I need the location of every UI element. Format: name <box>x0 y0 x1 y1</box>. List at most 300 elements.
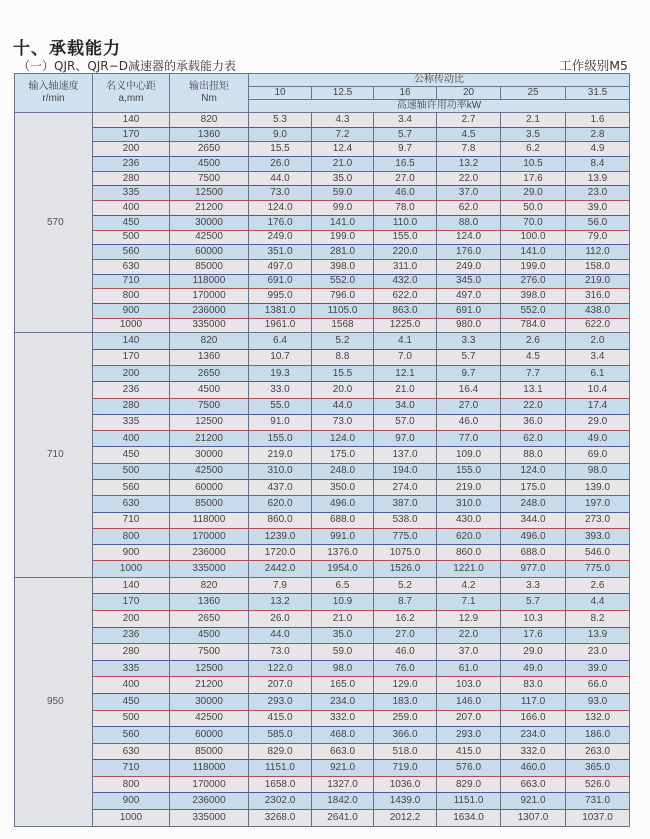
output-torque-cell: 170000 <box>170 528 249 544</box>
output-torque-cell: 85000 <box>170 496 249 512</box>
power-cell: 351.0 <box>249 245 312 260</box>
input-speed-cell: 710 <box>15 333 93 577</box>
header-output-torque <box>170 74 249 113</box>
power-cell: 15.5 <box>249 142 312 157</box>
power-cell: 55.0 <box>249 398 312 414</box>
power-cell: 991.0 <box>312 528 374 544</box>
power-cell: 719.0 <box>374 760 437 777</box>
center-distance-cell: 140 <box>93 113 170 128</box>
table-row <box>15 215 630 230</box>
power-cell: 103.0 <box>437 677 501 694</box>
power-cell: 49.0 <box>501 660 566 677</box>
power-cell: 518.0 <box>374 743 437 760</box>
power-cell: 829.0 <box>249 743 312 760</box>
power-cell: 1151.0 <box>437 793 501 810</box>
center-distance-cell: 710 <box>93 274 170 289</box>
power-cell: 1.6 <box>566 113 630 128</box>
table-row <box>15 496 630 512</box>
power-cell: 387.0 <box>374 496 437 512</box>
table-row <box>15 644 630 661</box>
output-torque-cell: 12500 <box>170 414 249 430</box>
table-row <box>15 677 630 694</box>
power-cell: 863.0 <box>374 303 437 318</box>
power-cell: 79.0 <box>566 230 630 245</box>
speed-block-950 <box>15 577 630 826</box>
table-row <box>15 127 630 142</box>
output-torque-cell: 42500 <box>170 230 249 245</box>
power-cell: 12.9 <box>437 610 501 627</box>
power-cell: 29.0 <box>501 644 566 661</box>
output-torque-cell: 118000 <box>170 512 249 528</box>
power-cell: 76.0 <box>374 660 437 677</box>
center-distance-cell: 560 <box>93 727 170 744</box>
power-cell: 438.0 <box>566 303 630 318</box>
power-cell: 110.0 <box>374 215 437 230</box>
power-cell: 21.0 <box>312 157 374 172</box>
power-cell: 4.2 <box>437 577 501 594</box>
power-cell: 663.0 <box>501 776 566 793</box>
center-distance-cell: 1000 <box>93 318 170 333</box>
table-row <box>15 398 630 414</box>
table-row <box>15 259 630 274</box>
output-torque-cell: 4500 <box>170 157 249 172</box>
table-row <box>15 431 630 447</box>
table-caption: （一）QJR、QJR−D减速器的承载能力表 <box>18 59 236 73</box>
power-cell: 77.0 <box>437 431 501 447</box>
output-torque-cell: 118000 <box>170 274 249 289</box>
power-cell: 4.5 <box>437 127 501 142</box>
output-torque-cell: 1360 <box>170 349 249 365</box>
power-cell: 194.0 <box>374 463 437 479</box>
power-cell: 432.0 <box>374 274 437 289</box>
power-cell: 3.5 <box>501 127 566 142</box>
power-cell: 995.0 <box>249 289 312 304</box>
power-cell: 7.0 <box>374 349 437 365</box>
output-torque-cell: 335000 <box>170 810 249 827</box>
table-row <box>15 710 630 727</box>
load-capacity-table <box>14 73 630 827</box>
power-cell: 2012.2 <box>374 810 437 827</box>
power-cell: 1239.0 <box>249 528 312 544</box>
power-cell: 6.2 <box>501 142 566 157</box>
header-ratio: 31.5 <box>566 87 630 100</box>
power-cell: 1961.0 <box>249 318 312 333</box>
power-cell: 552.0 <box>312 274 374 289</box>
center-distance-cell: 800 <box>93 776 170 793</box>
power-cell: 234.0 <box>501 727 566 744</box>
header-input-speed-unit: r/min <box>42 93 65 104</box>
center-distance-cell: 236 <box>93 157 170 172</box>
center-distance-cell: 900 <box>93 793 170 810</box>
center-distance-cell: 500 <box>93 230 170 245</box>
power-cell: 26.0 <box>249 157 312 172</box>
center-distance-cell: 200 <box>93 142 170 157</box>
center-distance-cell: 236 <box>93 382 170 398</box>
output-torque-cell: 236000 <box>170 793 249 810</box>
power-cell: 73.0 <box>312 414 374 430</box>
power-cell: 13.9 <box>566 171 630 186</box>
power-cell: 137.0 <box>374 447 437 463</box>
table-row <box>15 230 630 245</box>
power-cell: 921.0 <box>501 793 566 810</box>
output-torque-cell: 21200 <box>170 677 249 694</box>
power-cell: 620.0 <box>437 528 501 544</box>
table-row <box>15 201 630 216</box>
power-cell: 293.0 <box>249 693 312 710</box>
power-cell: 7.1 <box>437 594 501 611</box>
power-cell: 6.5 <box>312 577 374 594</box>
table-row <box>15 318 630 333</box>
power-cell: 281.0 <box>312 245 374 260</box>
power-cell: 155.0 <box>249 431 312 447</box>
table-row <box>15 561 630 577</box>
power-cell: 17.4 <box>566 398 630 414</box>
power-cell: 2641.0 <box>312 810 374 827</box>
power-cell: 663.0 <box>312 743 374 760</box>
center-distance-cell: 140 <box>93 333 170 349</box>
power-cell: 141.0 <box>501 245 566 260</box>
power-cell: 460.0 <box>501 760 566 777</box>
output-torque-cell: 42500 <box>170 463 249 479</box>
power-cell: 276.0 <box>501 274 566 289</box>
power-cell: 526.0 <box>566 776 630 793</box>
power-cell: 775.0 <box>566 561 630 577</box>
power-cell: 980.0 <box>437 318 501 333</box>
power-cell: 538.0 <box>374 512 437 528</box>
power-cell: 29.0 <box>501 186 566 201</box>
power-cell: 273.0 <box>566 512 630 528</box>
output-torque-cell: 4500 <box>170 382 249 398</box>
table-row <box>15 727 630 744</box>
power-cell: 13.2 <box>437 157 501 172</box>
center-distance-cell: 560 <box>93 245 170 260</box>
section-heading: 十、承载能力 <box>13 39 121 59</box>
power-cell: 1954.0 <box>312 561 374 577</box>
power-cell: 921.0 <box>312 760 374 777</box>
output-torque-cell: 30000 <box>170 215 249 230</box>
output-torque-cell: 4500 <box>170 627 249 644</box>
power-cell: 332.0 <box>501 743 566 760</box>
power-cell: 16.5 <box>374 157 437 172</box>
power-cell: 248.0 <box>312 463 374 479</box>
table-row <box>15 333 630 349</box>
center-distance-cell: 170 <box>93 127 170 142</box>
output-torque-cell: 170000 <box>170 289 249 304</box>
header-input-speed-label: 输入轴速度 <box>28 81 79 92</box>
output-torque-cell: 60000 <box>170 479 249 495</box>
power-cell: 62.0 <box>437 201 501 216</box>
power-cell: 98.0 <box>566 463 630 479</box>
power-cell: 249.0 <box>249 230 312 245</box>
power-cell: 19.3 <box>249 365 312 381</box>
power-cell: 27.0 <box>374 627 437 644</box>
power-cell: 688.0 <box>501 545 566 561</box>
table-row <box>15 594 630 611</box>
power-cell: 27.0 <box>437 398 501 414</box>
power-cell: 248.0 <box>501 496 566 512</box>
power-cell: 4.3 <box>312 113 374 128</box>
power-cell: 691.0 <box>437 303 501 318</box>
power-cell: 7.9 <box>249 577 312 594</box>
power-cell: 23.0 <box>566 644 630 661</box>
center-distance-cell: 200 <box>93 365 170 381</box>
table-row <box>15 113 630 128</box>
power-cell: 98.0 <box>312 660 374 677</box>
table-row <box>15 545 630 561</box>
output-torque-cell: 85000 <box>170 743 249 760</box>
power-cell: 66.0 <box>566 677 630 694</box>
power-cell: 497.0 <box>249 259 312 274</box>
power-cell: 117.0 <box>501 693 566 710</box>
power-cell: 9.7 <box>374 142 437 157</box>
power-cell: 4.5 <box>501 349 566 365</box>
table-row <box>15 660 630 677</box>
power-cell: 39.0 <box>566 660 630 677</box>
output-torque-cell: 820 <box>170 577 249 594</box>
power-cell: 199.0 <box>501 259 566 274</box>
center-distance-cell: 710 <box>93 512 170 528</box>
header-ratio: 10 <box>249 87 312 100</box>
table-row <box>15 142 630 157</box>
output-torque-cell: 2650 <box>170 365 249 381</box>
power-cell: 175.0 <box>312 447 374 463</box>
table-row <box>15 289 630 304</box>
center-distance-cell: 630 <box>93 496 170 512</box>
power-cell: 234.0 <box>312 693 374 710</box>
power-cell: 146.0 <box>437 693 501 710</box>
power-cell: 219.0 <box>437 479 501 495</box>
center-distance-cell: 900 <box>93 303 170 318</box>
power-cell: 1376.0 <box>312 545 374 561</box>
power-cell: 122.0 <box>249 660 312 677</box>
table-row <box>15 810 630 827</box>
power-cell: 415.0 <box>437 743 501 760</box>
power-cell: 12.1 <box>374 365 437 381</box>
power-cell: 345.0 <box>437 274 501 289</box>
power-cell: 93.0 <box>566 693 630 710</box>
power-cell: 158.0 <box>566 259 630 274</box>
center-distance-cell: 800 <box>93 289 170 304</box>
power-cell: 46.0 <box>374 644 437 661</box>
power-cell: 3268.0 <box>249 810 312 827</box>
table-row <box>15 610 630 627</box>
power-cell: 88.0 <box>437 215 501 230</box>
output-torque-cell: 21200 <box>170 201 249 216</box>
power-cell: 249.0 <box>437 259 501 274</box>
power-cell: 10.5 <box>501 157 566 172</box>
power-cell: 1720.0 <box>249 545 312 561</box>
table-row <box>15 479 630 495</box>
output-torque-cell: 60000 <box>170 727 249 744</box>
center-distance-cell: 630 <box>93 743 170 760</box>
header-ratio: 16 <box>374 87 437 100</box>
header-ratio: 12.5 <box>312 87 374 100</box>
power-cell: 10.7 <box>249 349 312 365</box>
header-center-distance <box>93 74 170 113</box>
power-cell: 49.0 <box>566 431 630 447</box>
power-cell: 2.6 <box>566 577 630 594</box>
power-cell: 3.4 <box>566 349 630 365</box>
power-cell: 468.0 <box>312 727 374 744</box>
power-cell: 860.0 <box>249 512 312 528</box>
work-grade-label: 工作级别M5 <box>559 58 628 73</box>
power-cell: 176.0 <box>437 245 501 260</box>
power-cell: 155.0 <box>437 463 501 479</box>
power-cell: 576.0 <box>437 760 501 777</box>
power-cell: 293.0 <box>437 727 501 744</box>
power-cell: 398.0 <box>312 259 374 274</box>
power-cell: 552.0 <box>501 303 566 318</box>
center-distance-cell: 280 <box>93 398 170 414</box>
power-cell: 344.0 <box>501 512 566 528</box>
power-cell: 497.0 <box>437 289 501 304</box>
center-distance-cell: 280 <box>93 644 170 661</box>
power-cell: 70.0 <box>501 215 566 230</box>
center-distance-cell: 335 <box>93 660 170 677</box>
power-cell: 496.0 <box>501 528 566 544</box>
center-distance-cell: 335 <box>93 186 170 201</box>
header-output-torque-unit: Nm <box>201 93 217 104</box>
table-row <box>15 303 630 318</box>
output-torque-cell: 820 <box>170 113 249 128</box>
header-ratio: 25 <box>501 87 566 100</box>
table-row <box>15 157 630 172</box>
power-cell: 124.0 <box>501 463 566 479</box>
power-cell: 56.0 <box>566 215 630 230</box>
power-cell: 398.0 <box>501 289 566 304</box>
power-cell: 2.6 <box>501 333 566 349</box>
power-cell: 7.7 <box>501 365 566 381</box>
power-cell: 2.1 <box>501 113 566 128</box>
power-cell: 199.0 <box>312 230 374 245</box>
power-cell: 73.0 <box>249 186 312 201</box>
header-ratio: 20 <box>437 87 501 100</box>
power-cell: 100.0 <box>501 230 566 245</box>
power-cell: 1381.0 <box>249 303 312 318</box>
center-distance-cell: 500 <box>93 463 170 479</box>
output-torque-cell: 1360 <box>170 594 249 611</box>
power-cell: 35.0 <box>312 627 374 644</box>
table-row <box>15 186 630 201</box>
power-cell: 1221.0 <box>437 561 501 577</box>
power-cell: 5.2 <box>312 333 374 349</box>
power-cell: 155.0 <box>374 230 437 245</box>
output-torque-cell: 7500 <box>170 398 249 414</box>
power-cell: 197.0 <box>566 496 630 512</box>
output-torque-cell: 12500 <box>170 186 249 201</box>
output-torque-cell: 335000 <box>170 318 249 333</box>
power-cell: 69.0 <box>566 447 630 463</box>
power-cell: 99.0 <box>312 201 374 216</box>
output-torque-cell: 7500 <box>170 644 249 661</box>
power-cell: 37.0 <box>437 186 501 201</box>
power-cell: 46.0 <box>437 414 501 430</box>
power-cell: 97.0 <box>374 431 437 447</box>
power-cell: 4.1 <box>374 333 437 349</box>
header-allowable-power: 高速轴许用功率kW <box>249 100 630 113</box>
table-row <box>15 793 630 810</box>
center-distance-cell: 800 <box>93 528 170 544</box>
power-cell: 1842.0 <box>312 793 374 810</box>
table-row <box>15 693 630 710</box>
output-torque-cell: 236000 <box>170 303 249 318</box>
power-cell: 259.0 <box>374 710 437 727</box>
power-cell: 2442.0 <box>249 561 312 577</box>
speed-block-570 <box>15 113 630 333</box>
output-torque-cell: 118000 <box>170 760 249 777</box>
power-cell: 393.0 <box>566 528 630 544</box>
output-torque-cell: 335000 <box>170 561 249 577</box>
output-torque-cell: 2650 <box>170 142 249 157</box>
power-cell: 29.0 <box>566 414 630 430</box>
center-distance-cell: 400 <box>93 201 170 216</box>
power-cell: 62.0 <box>501 431 566 447</box>
power-cell: 73.0 <box>249 644 312 661</box>
power-cell: 61.0 <box>437 660 501 677</box>
power-cell: 3.3 <box>437 333 501 349</box>
center-distance-cell: 170 <box>93 594 170 611</box>
power-cell: 365.0 <box>566 760 630 777</box>
power-cell: 263.0 <box>566 743 630 760</box>
power-cell: 21.0 <box>374 382 437 398</box>
power-cell: 10.3 <box>501 610 566 627</box>
center-distance-cell: 450 <box>93 215 170 230</box>
power-cell: 496.0 <box>312 496 374 512</box>
power-cell: 37.0 <box>437 644 501 661</box>
power-cell: 59.0 <box>312 644 374 661</box>
power-cell: 1075.0 <box>374 545 437 561</box>
header-center-distance-label: 名义中心距 <box>106 81 156 92</box>
power-cell: 5.7 <box>374 127 437 142</box>
power-cell: 39.0 <box>566 201 630 216</box>
power-cell: 139.0 <box>566 479 630 495</box>
power-cell: 1439.0 <box>374 793 437 810</box>
power-cell: 220.0 <box>374 245 437 260</box>
power-cell: 688.0 <box>312 512 374 528</box>
table-row <box>15 627 630 644</box>
power-cell: 50.0 <box>501 201 566 216</box>
power-cell: 13.2 <box>249 594 312 611</box>
output-torque-cell: 85000 <box>170 259 249 274</box>
power-cell: 366.0 <box>374 727 437 744</box>
power-cell: 124.0 <box>437 230 501 245</box>
center-distance-cell: 900 <box>93 545 170 561</box>
power-cell: 8.4 <box>566 157 630 172</box>
header-center-distance-unit: a,mm <box>118 93 144 104</box>
power-cell: 6.4 <box>249 333 312 349</box>
power-cell: 12.4 <box>312 142 374 157</box>
power-cell: 112.0 <box>566 245 630 260</box>
power-cell: 691.0 <box>249 274 312 289</box>
power-cell: 437.0 <box>249 479 312 495</box>
power-cell: 5.3 <box>249 113 312 128</box>
power-cell: 141.0 <box>312 215 374 230</box>
table-row <box>15 349 630 365</box>
center-distance-cell: 450 <box>93 447 170 463</box>
power-cell: 1526.0 <box>374 561 437 577</box>
power-cell: 731.0 <box>566 793 630 810</box>
power-cell: 44.0 <box>312 398 374 414</box>
power-cell: 1037.0 <box>566 810 630 827</box>
power-cell: 9.0 <box>249 127 312 142</box>
output-torque-cell: 42500 <box>170 710 249 727</box>
power-cell: 620.0 <box>249 496 312 512</box>
power-cell: 3.4 <box>374 113 437 128</box>
output-torque-cell: 12500 <box>170 660 249 677</box>
table-row <box>15 577 630 594</box>
power-cell: 22.0 <box>437 627 501 644</box>
power-cell: 129.0 <box>374 677 437 694</box>
